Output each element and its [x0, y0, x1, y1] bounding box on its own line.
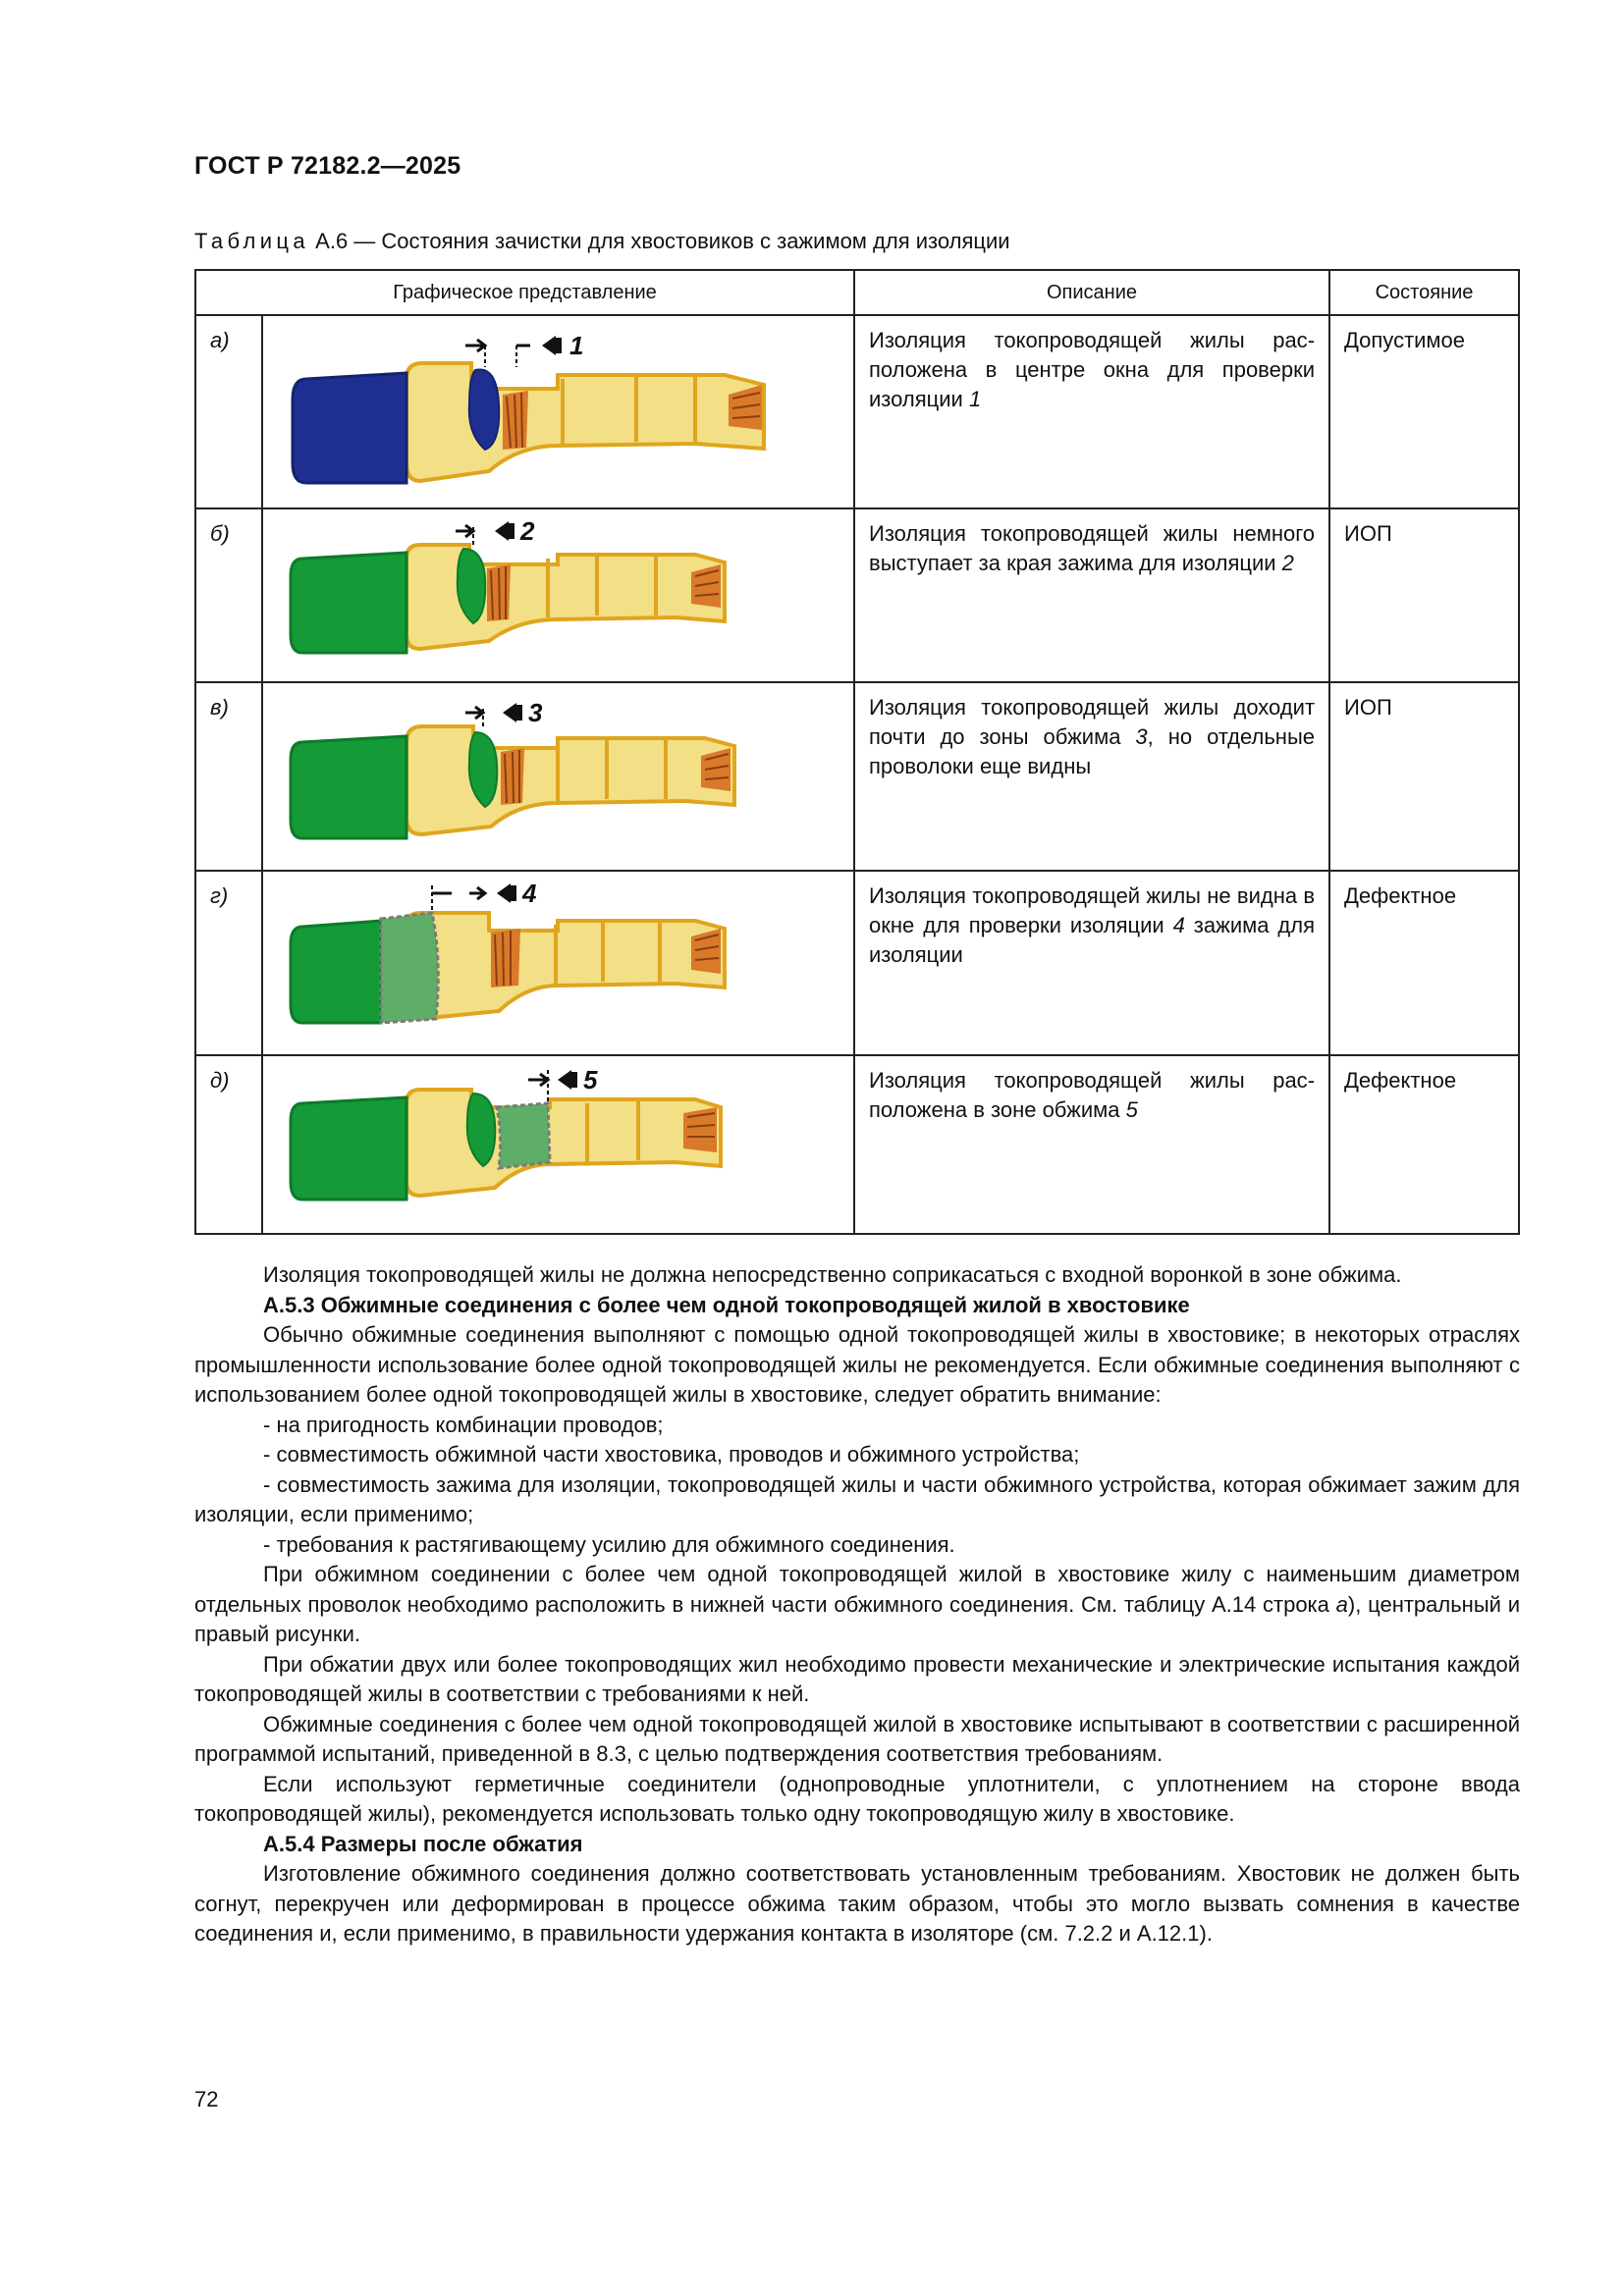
terminal-figure-a [262, 315, 854, 508]
state-cell: Допустимое [1329, 315, 1519, 508]
terminal-figure-v [262, 682, 854, 871]
description-cell [854, 1055, 1329, 1234]
dimension-arrow [465, 707, 483, 719]
pointer-arrow-tail [554, 338, 562, 353]
insulation-body [291, 736, 406, 838]
description-cell [854, 682, 1329, 871]
callout-number: 1 [569, 331, 584, 360]
description-ref: 3 [1135, 724, 1148, 749]
row-label: г) [195, 871, 262, 1055]
row-label: б) [195, 508, 262, 682]
terminal-illustration [263, 316, 855, 503]
description-ref: 5 [1125, 1097, 1138, 1122]
terminal-figure-g [262, 871, 854, 1055]
paragraph: Изоляция токопроводящей жилы не должна непосредственно соприкасаться с входной воронкой в зоне обжима. [263, 1262, 1402, 1287]
pointer-arrow [558, 1070, 571, 1090]
description-text: , но отдельные проволоки еще видны [869, 724, 1316, 778]
row-label: в) [195, 682, 262, 871]
description-cell [854, 315, 1329, 508]
table-header-row [195, 270, 1519, 315]
paragraph: Обжимные соединения с более чем одной токопроводящей жилой в хвостовике испытывают в соответствии с расширенной программой испытаний, приведенной в 8.3, с целью подтверждения соответствия требованиям. [194, 1711, 1520, 1766]
terminal-figure-d [262, 1055, 854, 1234]
pointer-arrow [497, 883, 511, 903]
pointer-arrow-tail [507, 523, 514, 539]
column-header-description: Описание [854, 270, 1329, 315]
description-text: Изоляция токопроводящей жилы расположена в зоне обжима [869, 1068, 1316, 1122]
terminal-figure-b [262, 508, 854, 682]
paragraph: Изготовление обжимного соединения должно соответствовать установленным требованиям. Хвостовик не должен быть согнут, перекручен или деформирован в процессе обжима таким образом, чтобы это могло вызвать сомнения в качестве соединения и, если применимо, в правильности удержания контакта в изоляторе (см. 7.2.2 и А.12.1). [194, 1861, 1520, 1946]
list-item: - на пригодность комбинации проводов; [263, 1412, 664, 1437]
paragraph [194, 1560, 1520, 1650]
document-header: ГОСТ Р 72182.2—2025 [194, 152, 461, 180]
section-heading: А.5.4 Размеры после обжатия [263, 1831, 583, 1856]
terminal-barrel [406, 913, 725, 1019]
stripping-states-table [194, 269, 1520, 1235]
terminal-barrel [406, 1090, 721, 1196]
table-row [195, 508, 1519, 682]
state-cell: ИОП [1329, 682, 1519, 871]
paragraph: Если используют герметичные соединители (однопроводные уплотнители, с уплотнением на стороне ввода токопроводящей жилы), рекомендуется использовать только одну токопроводящую жилу в хвостовике. [194, 1771, 1520, 1826]
description-text: Изоляция токопроводящей жилы не видна в окне для проверки изоляции [869, 883, 1316, 937]
table-row [195, 315, 1519, 508]
document-body [194, 1260, 1520, 1949]
list-item: - требования к растягивающему усилию для обжимного соединения. [263, 1531, 955, 1557]
state-cell: Дефектное [1329, 1055, 1519, 1234]
callout-number: 3 [528, 698, 543, 727]
pointer-arrow [495, 521, 509, 541]
page-number: 72 [194, 2087, 219, 2111]
terminal-barrel [406, 726, 734, 834]
table-caption-text: А.6 — Состояния зачистки для хвостовиков с зажимом для изоляции [309, 229, 1010, 253]
description-text: Изоляция токопроводящей жилы доходит почти до зоны обжима [869, 695, 1316, 749]
state-cell: ИОП [1329, 508, 1519, 682]
paragraph: При обжатии двух или более токопроводящих жил необходимо провести механические и электрические испытания каждой токопроводящей жилы в соответствии с требованиями к ней. [194, 1651, 1520, 1706]
pointer-arrow [503, 703, 516, 722]
insulation-through-clamp [381, 913, 438, 1023]
row-label: а) [195, 315, 262, 508]
table-caption-word: Таблица [194, 229, 310, 253]
paragraph-text: При обжимном соединении с более чем одной токопроводящей жилой в хвостовике жилу с наименьшим диаметром отдельных проволок необходимо расположить в нижней части обжимного соединения. См. таблицу А.14 строка [194, 1562, 1520, 1617]
insulation-body [291, 1097, 406, 1200]
section-heading: А.5.3 Обжимные соединения с более чем одной токопроводящей жилой в хвостовике [263, 1292, 1190, 1317]
table-caption [194, 229, 1010, 254]
insulation-in-crimp-zone [497, 1103, 550, 1168]
paragraph-ref: а [1335, 1591, 1348, 1617]
terminal-illustration [263, 509, 855, 678]
dimension-arrow [456, 525, 473, 537]
insulation-body [291, 553, 406, 653]
dimension-arrow [528, 1074, 548, 1086]
description-text: Изоляция токопроводящей жилы расположена в центре окна для проверки изоляции [869, 328, 1316, 411]
terminal-barrel [406, 363, 764, 481]
pointer-arrow-tail [514, 705, 522, 721]
callout-number: 5 [583, 1065, 598, 1095]
insulation-body [293, 373, 406, 483]
list-item: - совместимость зажима для изоляции, токопроводящей жилы и части обжимного устройства, которая обжимает зажим для изоляции, если применимо; [194, 1471, 1520, 1526]
description-text: зажима для изоляции [869, 913, 1316, 967]
callout-number: 2 [520, 516, 535, 546]
description-cell [854, 508, 1329, 682]
paragraph: Обычно обжимные соединения выполняют с помощью одной токопроводящей жилы в хвостовике; в некоторых отраслях промышленности использование более одной токопроводящей жилы не рекомендуется. Если обжимные соединения выполняют с использованием более одной токопроводящей жилы в хвостовике, следует обратить внимание: [194, 1322, 1520, 1407]
paragraph-text: ), центральный и правый рисунки. [194, 1591, 1520, 1646]
terminal-illustration [263, 1056, 855, 1229]
row-label: д) [195, 1055, 262, 1234]
insulation-body [291, 921, 381, 1023]
description-ref: 4 [1172, 913, 1185, 937]
state-cell: Дефектное [1329, 871, 1519, 1055]
dimension-arrow [465, 340, 485, 351]
column-header-graphic: Графическое представление [195, 270, 854, 315]
pointer-arrow-tail [569, 1072, 577, 1088]
description-ref: 2 [1281, 551, 1294, 575]
description-cell [854, 871, 1329, 1055]
terminal-barrel [406, 545, 725, 649]
terminal-illustration [263, 683, 855, 866]
list-item: - совместимость обжимной части хвостовика, проводов и обжимного устройства; [263, 1442, 1080, 1467]
terminal-illustration [263, 872, 855, 1050]
table-row [195, 682, 1519, 871]
column-header-state: Состояние [1329, 270, 1519, 315]
table-row [195, 871, 1519, 1055]
dimension-arrow [469, 887, 485, 899]
pointer-arrow [542, 336, 556, 355]
description-text: Изоляция токопроводящей жилы немного выступает за края зажима для изоляции [869, 521, 1316, 575]
table-row [195, 1055, 1519, 1234]
description-ref: 1 [968, 387, 982, 411]
pointer-arrow-tail [509, 885, 516, 901]
callout-number: 4 [522, 879, 537, 908]
